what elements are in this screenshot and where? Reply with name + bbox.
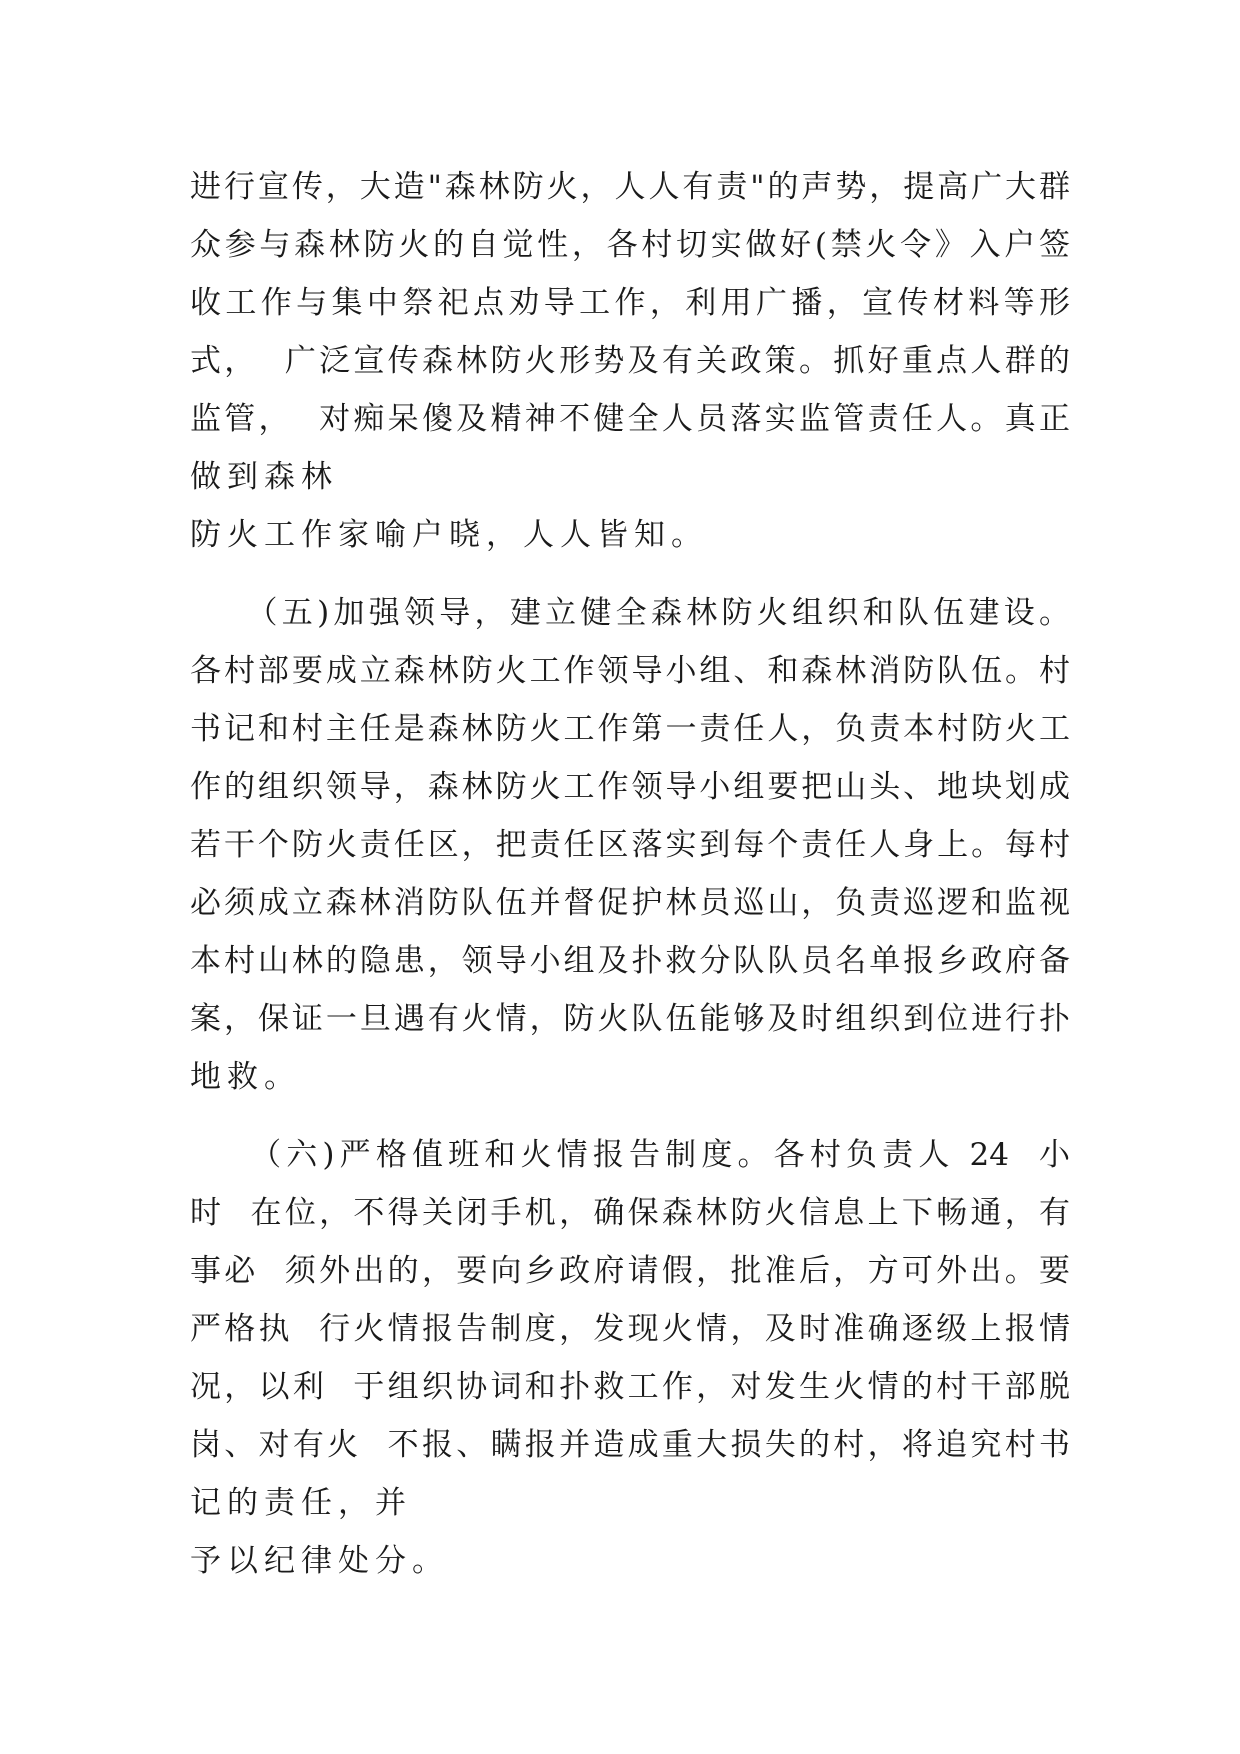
text-line: 地救。	[190, 1059, 301, 1095]
text-line: 况，以利 于组织协词和扑救工作，对发生火情的村干部脱	[190, 1369, 1070, 1405]
text-line: 时 在位，不得关闭手机，确保森林防火信息上下畅通，有	[190, 1195, 1070, 1231]
text-line: 必须成立森林消防队伍并督促护林员巡山，负责巡逻和监视	[190, 885, 1070, 921]
text-line: 记的责任，并	[190, 1485, 412, 1521]
section-heading-line: （六)严格值班和火情报告制度。各村负责人 24 小	[190, 1137, 1070, 1173]
text-line: 做到森林	[190, 459, 338, 495]
body-text	[190, 158, 1070, 1590]
paragraph-section-five	[190, 584, 1070, 1106]
text-line: 各村部要成立森林防火工作领导小组、和森林消防队伍。村	[190, 653, 1070, 689]
text-line: 收工作与集中祭祀点劝导工作，利用广播，宣传材料等形	[190, 285, 1070, 321]
text-line: 式， 广泛宣传森林防火形势及有关政策。抓好重点人群的	[190, 343, 1070, 379]
text-line: 监管， 对痴呆傻及精神不健全人员落实监管责任人。真正	[190, 401, 1070, 437]
paragraph-section-six	[190, 1126, 1070, 1590]
paragraph-publicity	[190, 158, 1070, 564]
text-line: 防火工作家喻户晓，人人皆知。	[190, 517, 708, 553]
text-line: 案，保证一旦遇有火情，防火队伍能够及时组织到位进行扑	[190, 1001, 1070, 1037]
text-line: 若干个防火责任区，把责任区落实到每个责任人身上。每村	[190, 827, 1070, 863]
section-heading-line: （五)加强领导，建立健全森林防火组织和队伍建设。	[190, 595, 1070, 631]
text-line: 严格执 行火情报告制度，发现火情，及时准确逐级上报情	[190, 1311, 1070, 1347]
text-line: 本村山林的隐患，领导小组及扑救分队队员名单报乡政府备	[190, 943, 1070, 979]
text-line: 予以纪律处分。	[190, 1543, 449, 1579]
text-line: 岗、对有火 不报、瞒报并造成重大损失的村，将追究村书	[190, 1427, 1070, 1463]
text-line: 事必 须外出的，要向乡政府请假，批准后，方可外出。要	[190, 1253, 1070, 1289]
text-line: 书记和村主任是森林防火工作第一责任人，负责本村防火工	[190, 711, 1070, 747]
text-line: 作的组织领导，森林防火工作领导小组要把山头、地块划成	[190, 769, 1070, 805]
text-line: 进行宣传，大造"森林防火，人人有责"的声势，提高广大群	[190, 169, 1070, 205]
text-line: 众参与森林防火的自觉性，各村切实做好(禁火令》入户签	[190, 227, 1070, 263]
